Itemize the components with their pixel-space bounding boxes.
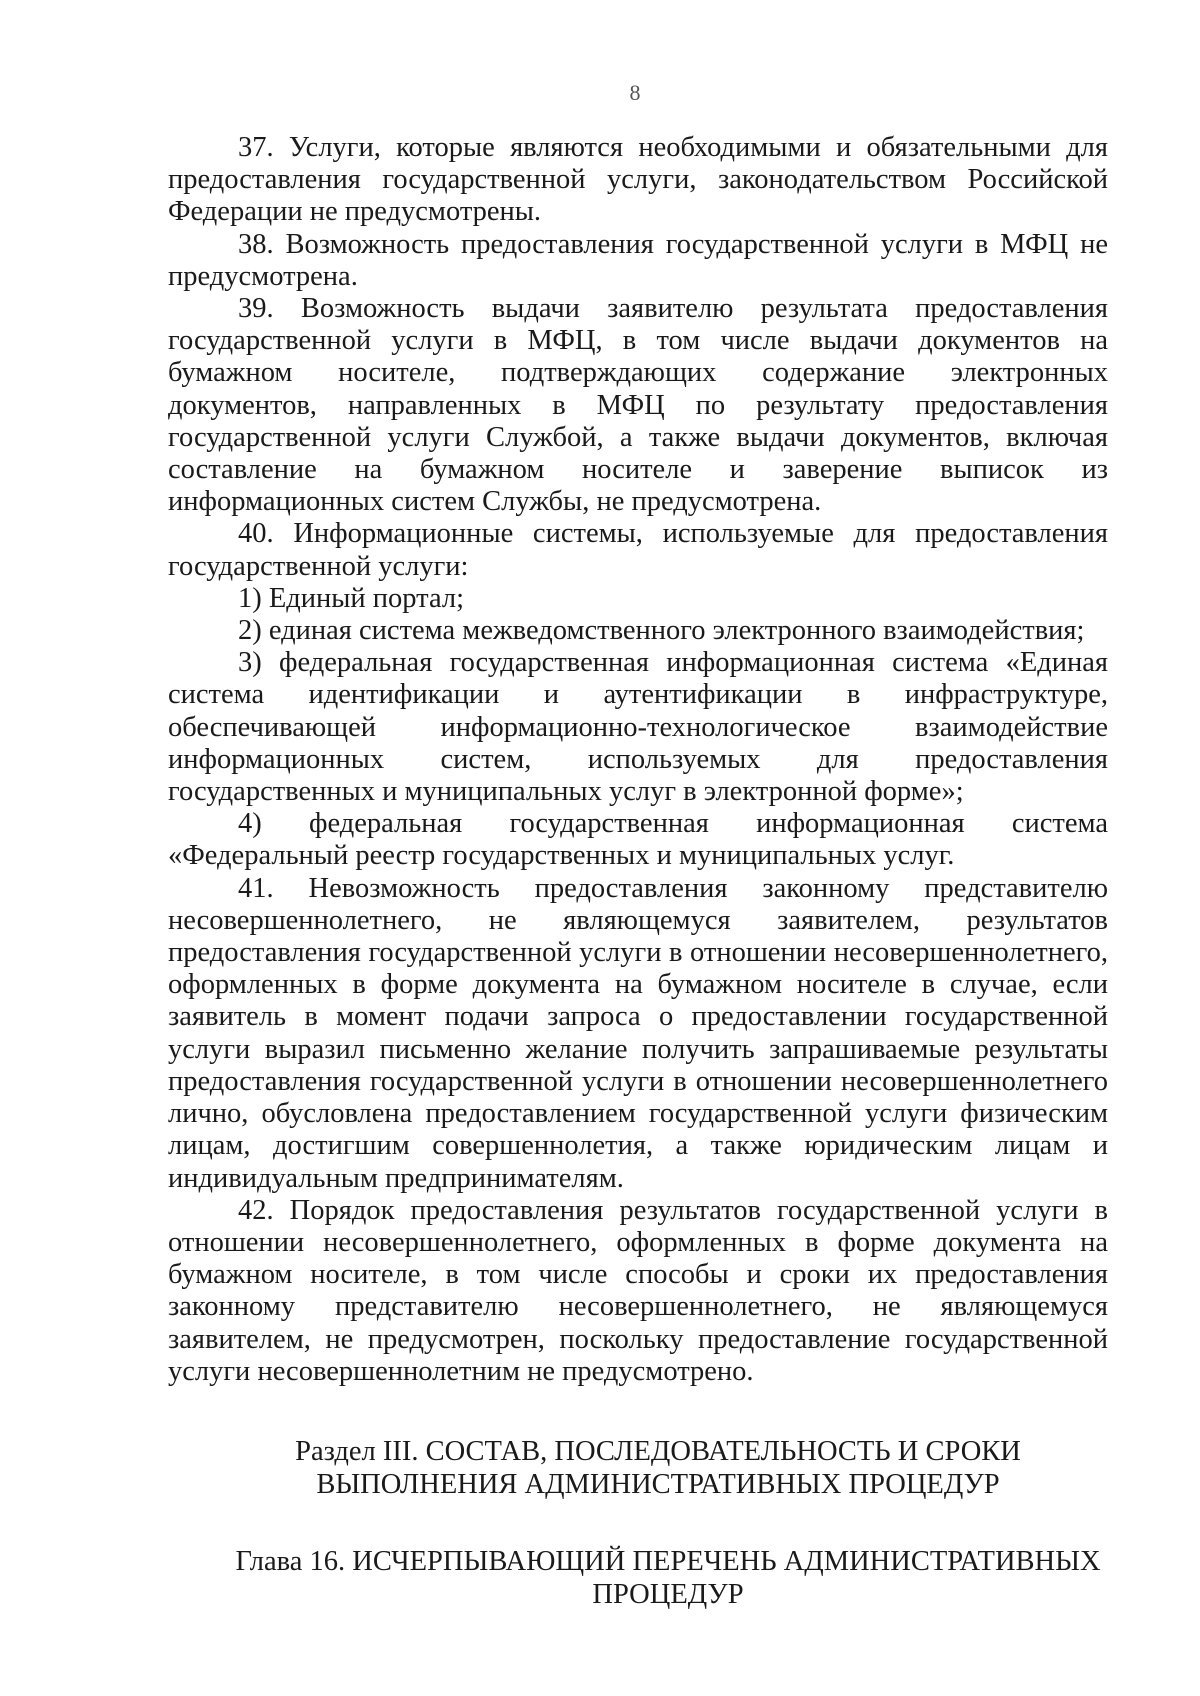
- paragraph-42: 42. Порядок предоставления результатов государственной услуги в отношении несовершеннолетнего, оформленных в форме документа на бумажном носителе, в том числе способы и сроки их предоставления законному представителю несовершеннолетнего, не являющемуся заявителем, не предусмотрен, поскольку предоставление государственной услуги несовершеннолетним не предусмотрено.: [168, 1194, 1108, 1387]
- chapter-heading-line-2: ПРОЦЕДУР: [592, 1579, 744, 1610]
- chapter-heading-line-1: Глава 16. ИСЧЕРПЫВАЮЩИЙ ПЕРЕЧЕНЬ АДМИНИСТРАТИВНЫХ: [235, 1546, 1101, 1577]
- list-item-1: 1) Единый портал;: [238, 582, 465, 614]
- paragraph-41: 41. Невозможность предоставления законному представителю несовершеннолетнего, не являющемуся заявителем, результатов предоставления государственной услуги в отношении несовершеннолетнего, оформленных в форме документа на бумажном носителе в случае, если заявитель в момент подачи запроса о предоставлении государственной услуги выразил письменно желание получить запрашиваемые результаты предоставления государственной услуги в отношении несовершеннолетнего лично, обусловлена предоставлением государственной услуги физическим лицам, достигшим совершеннолетия, а также юридическим лицам и индивидуальным предпринимателям.: [168, 872, 1108, 1194]
- section-heading-line-2: ВЫПОЛНЕНИЯ АДМИНИСТРАТИВНЫХ ПРОЦЕДУР: [316, 1469, 1000, 1500]
- document-body: [168, 132, 1108, 1388]
- list-item-2: 2) единая система межведомственного электронного взаимодействия;: [238, 615, 1085, 647]
- paragraph-40: 40. Информационные системы, используемые для предоставления государственной услуги:: [168, 518, 1108, 582]
- section-heading-line-1: Раздел III. СОСТАВ, ПОСЛЕДОВАТЕЛЬНОСТЬ И СРОКИ: [295, 1436, 1021, 1467]
- list-item-3: 3) федеральная государственная информационная система «Единая система идентификации и аутентификации в инфраструктуре, обеспечивающей информационно-технологическое взаимодействие информационных систем, используемых для предоставления государственных и муниципальных услуг в электронной форме»;: [168, 647, 1108, 808]
- headings-block: [168, 1435, 1108, 1611]
- paragraph-39: 39. Возможность выдачи заявителю результата предоставления государственной услуги в МФЦ, в том числе выдачи документов на бумажном носителе, подтверждающих содержание электронных документов, направленных в МФЦ по результату предоставления государственной услуги Службой, а также выдачи документов, включая составление на бумажном носителе и заверение выписок из информационных систем Службы, не предусмотрена.: [168, 293, 1108, 518]
- chapter-heading: [168, 1545, 1108, 1611]
- list-item-4: 4) федеральная государственная информационная система «Федеральный реестр государственных и муниципальных услуг.: [168, 808, 1108, 872]
- paragraph-37: 37. Услуги, которые являются необходимыми и обязательными для предоставления государственной услуги, законодательством Российской Федерации не предусмотрены.: [168, 132, 1108, 228]
- paragraph-38: 38. Возможность предоставления государственной услуги в МФЦ не предусмотрена.: [168, 228, 1108, 292]
- section-heading: [168, 1435, 1108, 1501]
- page-number: 8: [629, 80, 641, 105]
